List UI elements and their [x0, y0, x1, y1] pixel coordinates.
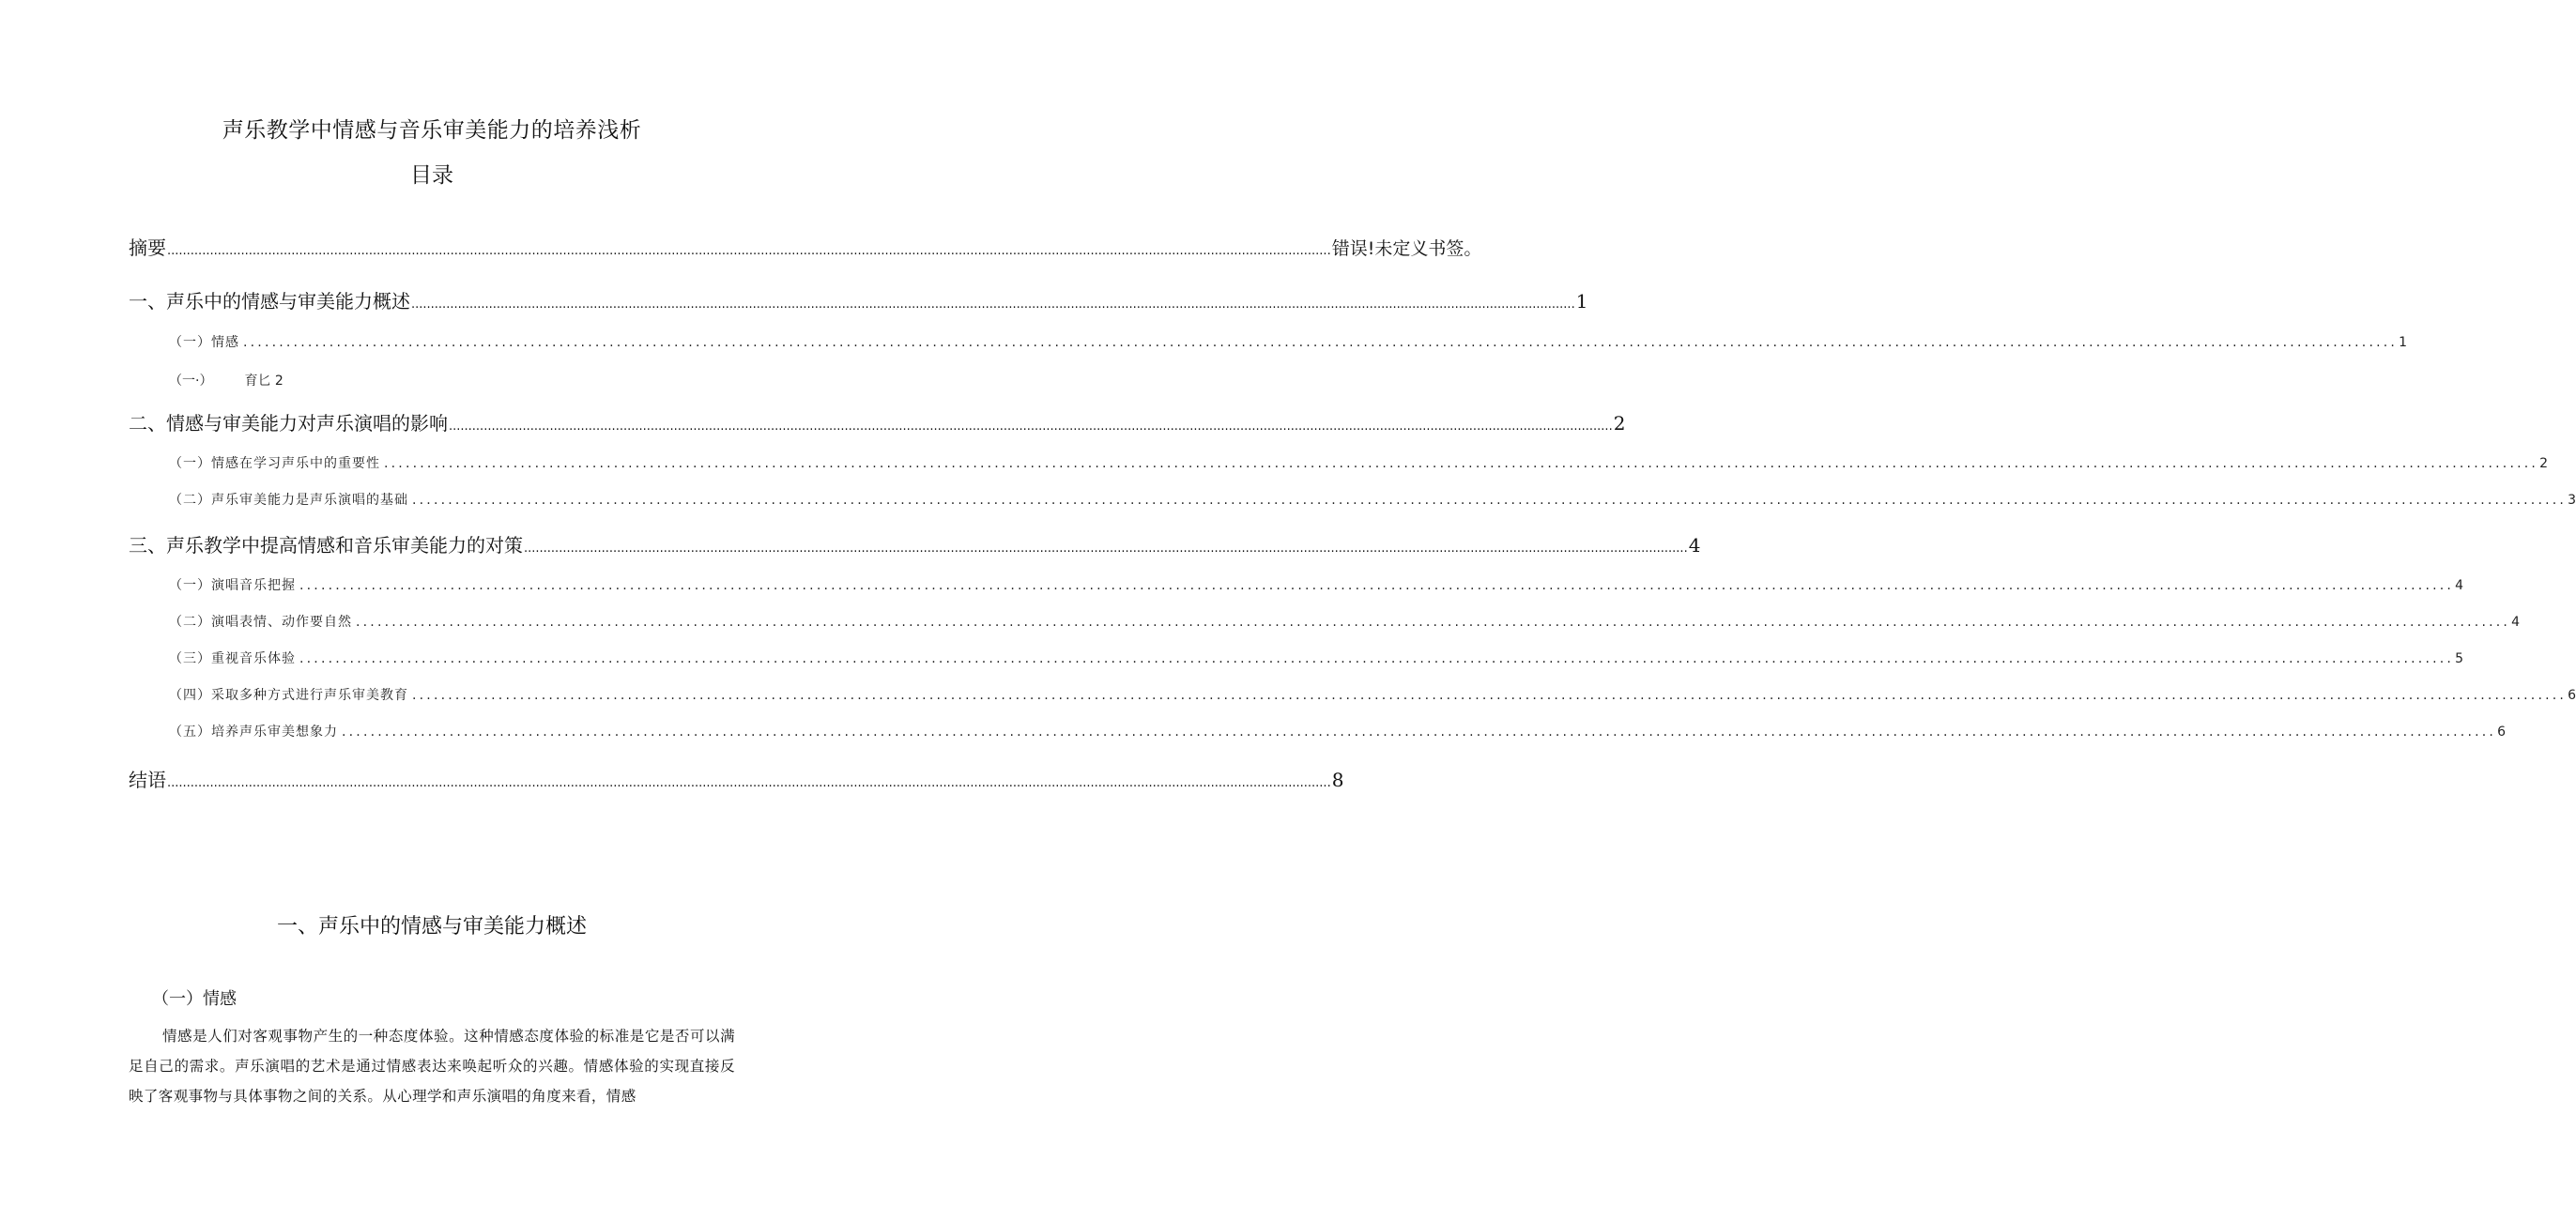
toc-label: （一）演唱音乐把握	[169, 578, 296, 593]
toc-page: 4	[2511, 615, 2520, 630]
toc-leader: ............................................................................................................................................................................................................................................................................................................	[449, 420, 1613, 434]
toc-entry-section-3-3[interactable]	[169, 649, 2463, 667]
toc-entry-section-3-2[interactable]	[169, 612, 2520, 631]
toc-page: 8	[1331, 769, 1344, 791]
toc-leader: ............................................................................................................................................................................................................................................................................................................	[299, 651, 2455, 666]
toc-entry-section-1-1[interactable]	[169, 332, 2407, 351]
toc-label-prefix: （一·）	[169, 374, 213, 389]
toc-entry-section-3-4[interactable]	[169, 685, 2576, 704]
toc-page: 4	[2455, 578, 2463, 593]
document-title: 声乐教学中情感与音乐审美能力的培养浅析	[222, 118, 642, 143]
toc-entry-abstract[interactable]	[129, 233, 1482, 260]
toc-entry-conclusion[interactable]	[129, 765, 1344, 792]
toc-label: （三）重视音乐体验	[169, 651, 296, 666]
toc-page: 3	[2568, 493, 2576, 508]
toc-label: （五）培养声乐审美想象力	[169, 725, 338, 740]
toc-leader: ............................................................................................................................................................................................................................................................................................................	[524, 542, 1688, 556]
toc-leader: ............................................................................................................................................................................................................................................................................................................	[299, 578, 2455, 593]
toc-leader: ............................................................................................................................................................................................................................................................................................................	[243, 335, 2399, 350]
toc-leader: ............................................................................................................................................................................................................................................................................................................	[412, 688, 2568, 703]
toc-entry-section-3-5[interactable]	[169, 722, 2506, 740]
toc-entry-section-3[interactable]	[129, 530, 1701, 557]
toc-label: 二、情感与审美能力对声乐演唱的影响	[129, 412, 448, 435]
toc-label-garbled: 育匕 2	[244, 374, 284, 389]
toc-entry-section-3-1[interactable]	[169, 575, 2463, 594]
toc-page: 4	[1688, 534, 1701, 557]
section-heading: 一、声乐中的情感与审美能力概述	[276, 915, 587, 939]
toc-leader: ............................................................................................................................................................................................................................................................................................................	[167, 244, 1331, 258]
toc-label: （一）情感在学习声乐中的重要性	[169, 456, 380, 471]
toc-label: （一）情感	[169, 335, 239, 350]
toc-entry-section-2-1[interactable]	[169, 453, 2548, 472]
toc-page: 2	[2539, 456, 2548, 471]
toc-entry-section-2[interactable]	[129, 408, 1626, 435]
body-paragraph: 情感是人们对客观事物产生的一种态度体验。这种情感态度体验的标准是它是否可以满足自己的需求。声乐演唱的艺术是通过情感表达来唤起听众的兴趣。情感体验的实现直接反映了客观事物与具体事物之间的关系。从心理学和声乐演唱的角度来看，情感	[129, 1028, 735, 1105]
toc-leader: ............................................................................................................................................................................................................................................................................................................	[342, 725, 2497, 740]
toc-page: 错误!未定义书签。	[1331, 238, 1482, 259]
toc-leader: ............................................................................................................................................................................................................................................................................................................	[411, 298, 1575, 312]
toc-entry-section-1-2-garbled[interactable]	[169, 371, 284, 389]
toc-label: 结语	[129, 769, 166, 791]
toc-page: 6	[2497, 725, 2506, 740]
toc-page: 6	[2568, 688, 2576, 703]
toc-leader: ............................................................................................................................................................................................................................................................................................................	[167, 776, 1331, 790]
toc-label: （二）演唱表情、动作要自然	[169, 615, 352, 630]
subsection-heading: （一）情感	[152, 989, 237, 1009]
toc-entry-section-2-2[interactable]	[169, 490, 2576, 509]
toc-leader: ............................................................................................................................................................................................................................................................................................................	[356, 615, 2511, 630]
toc-heading: 目录	[410, 163, 453, 188]
toc-page: 1	[2399, 335, 2407, 350]
toc-page: 2	[1613, 412, 1626, 435]
toc-label: 一、声乐中的情感与审美能力概述	[129, 290, 410, 313]
toc-entry-section-1[interactable]	[129, 286, 1588, 313]
toc-leader: ............................................................................................................................................................................................................................................................................................................	[412, 493, 2568, 508]
toc-label: 摘要	[129, 237, 166, 259]
toc-label: （二）声乐审美能力是声乐演唱的基础	[169, 493, 408, 508]
toc-page: 1	[1575, 290, 1588, 313]
toc-label: （四）采取多种方式进行声乐审美教育	[169, 688, 408, 703]
toc-leader: ............................................................................................................................................................................................................................................................................................................	[384, 456, 2539, 471]
toc-page: 5	[2455, 651, 2463, 666]
toc-label: 三、声乐教学中提高情感和音乐审美能力的对策	[129, 534, 523, 557]
